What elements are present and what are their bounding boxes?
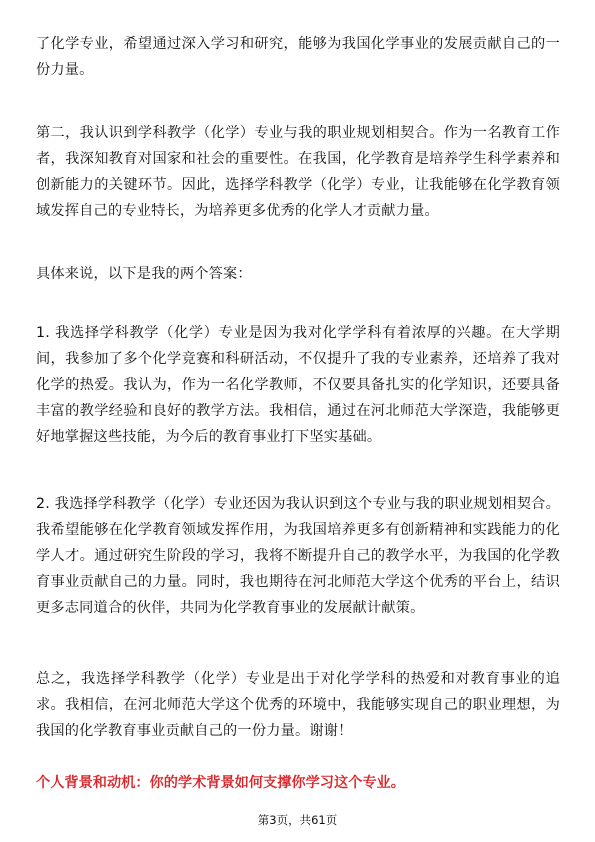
paragraph-second-reason: 第二，我认识到学科教学（化学）专业与我的职业规划相契合。作为一名教育工作者，我深知教育对国家和社会的重要性。在我国，化学教育是培养学生科学素养和创新能力的关键环节。因此，选择学科教学（化学）专业，让我能够在化学教育领域发挥自己的专业特长，为培养更多优秀的化学人才贡献力量。 xyxy=(36,125,560,219)
paragraph-continuation: 了化学专业，希望通过深入学习和研究，能够为我国化学事业的发展贡献自己的一份力量。 xyxy=(36,36,560,78)
paragraph-answer-1: 1. 我选择学科教学（化学）专业是因为我对化学学科有着浓厚的兴趣。在大学期间，我参加了多个化学竞赛和科研活动，不仅提升了我的专业素养，还培养了我对化学的热爱。我认为，作为一名化学教师，不仅要具备扎实的化学知识，还要具备丰富的教学经验和良好的教学方法。我相信，通过在河北师范大学深造，我能够更好地掌握这些技能，为今后的教育事业打下坚实基础。 xyxy=(36,325,560,445)
paragraph-conclusion: 总之，我选择学科教学（化学）专业是出于对化学学科的热爱和对教育事业的追求。我相信，在河北师范大学这个优秀的环境中，我能够实现自己的职业理想，为我国的化学教育事业贡献自己的一份力量。谢谢！ xyxy=(36,671,560,739)
paragraph-answer-2: 2. 我选择学科教学（化学）专业还因为我认识到这个专业与我的职业规划相契合。我希望能够在化学教育领域发挥作用，为我国培养更多有创新精神和实践能力的化学人才。通过研究生阶段的学习，我将不断提升自己的教学水平，为我国的化学教育事业贡献自己的力量。同时，我也期待在河北师范大学这个优秀的平台上，结识更多志同道合的伙伴，共同为化学教育事业的发展献计献策。 xyxy=(36,496,560,616)
paragraph-intro-answers: 具体来说，以下是我的两个答案： xyxy=(36,266,252,282)
page-number-footer: 第3页，共61页 xyxy=(257,813,338,827)
section-heading: 个人背景和动机：你的学术背景如何支撑你学习这个专业。 xyxy=(36,775,405,791)
